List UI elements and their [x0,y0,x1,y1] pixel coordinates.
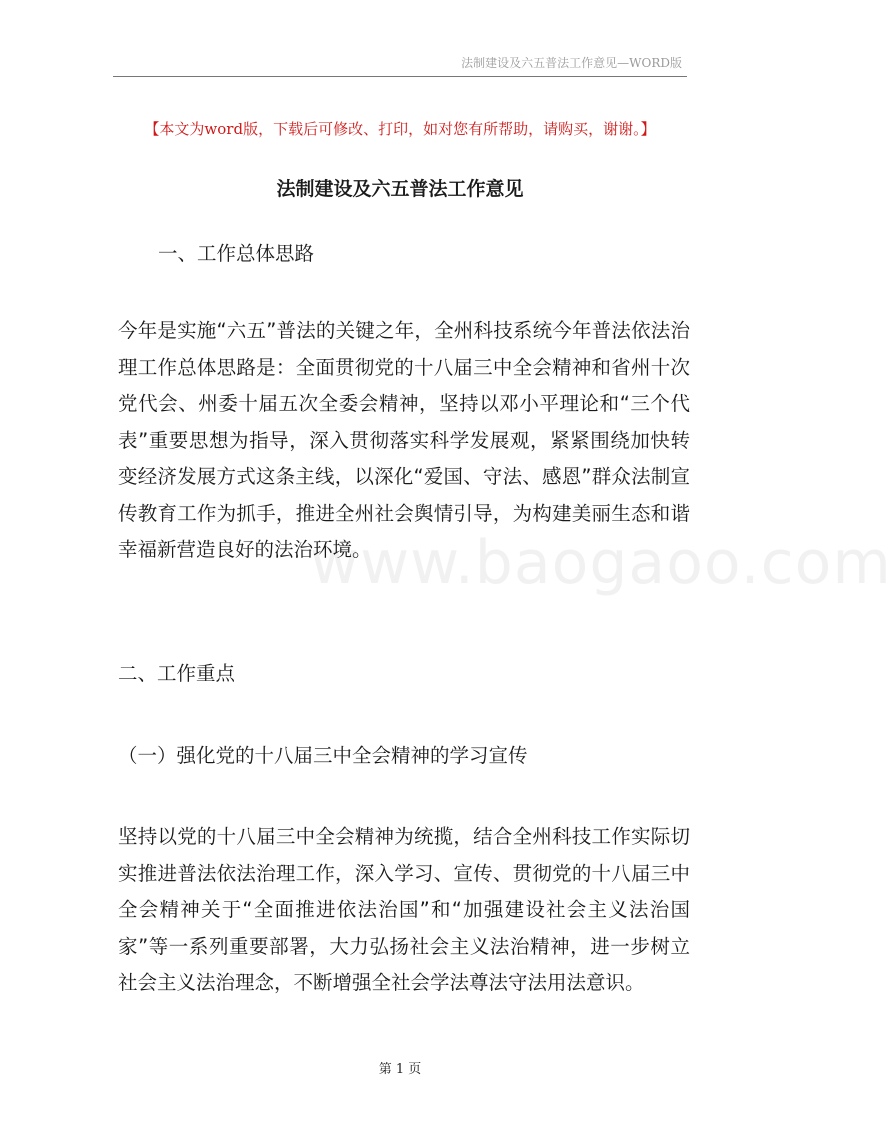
running-header: 法制建设及六五普法工作意见—WORD版 [461,56,682,70]
section-heading-2: 二、工作重点 [118,662,236,685]
header-divider [113,76,687,77]
section-heading-1: 一、工作总体思路 [158,242,315,265]
download-notice: 【本文为word版，下载后可修改、打印，如对您有所帮助，请购买，谢谢。】 [144,120,656,138]
paragraph-study-promotion: 坚持以党的十八届三中全会精神为统揽，结合全州科技工作实际切实推进普法依法治理工作，深入学习、宣传、贯彻党的十八届三中全会精神关于“全面推进依法治国”和“加强建设社会主义法治国家”等一系列重要部署，大力弘扬社会主义法治精神，进一步树立社会主义法治理念，不断增强全社会学法尊法守法用法意识。 [118,825,690,994]
page-number: 第 1 页 [378,1062,422,1077]
subsection-heading-1: （一）强化党的十八届三中全会精神的学习宣传 [118,744,528,767]
paragraph-overall-approach: 今年是实施“六五”普法的关键之年，全州科技系统今年普法依法治理工作总体思路是：全面贯彻党的十八届三中全会精神和省州十次党代会、州委十届五次全委会精神，坚持以邓小平理论和“三个代表”重要思想为指导，深入贯彻落实科学发展观，紧紧围绕加快转变经济发展方式这条主线，以深化“爱国、守法、感恩”群众法制宣传教育工作为抓手，推进全州社会舆情引导，为构建美丽生态和谐幸福新营造良好的法治环境。 [118,319,690,561]
document-title: 法制建设及六五普法工作意见 [276,178,524,200]
watermark: www.baogaoo.com [310,528,892,598]
